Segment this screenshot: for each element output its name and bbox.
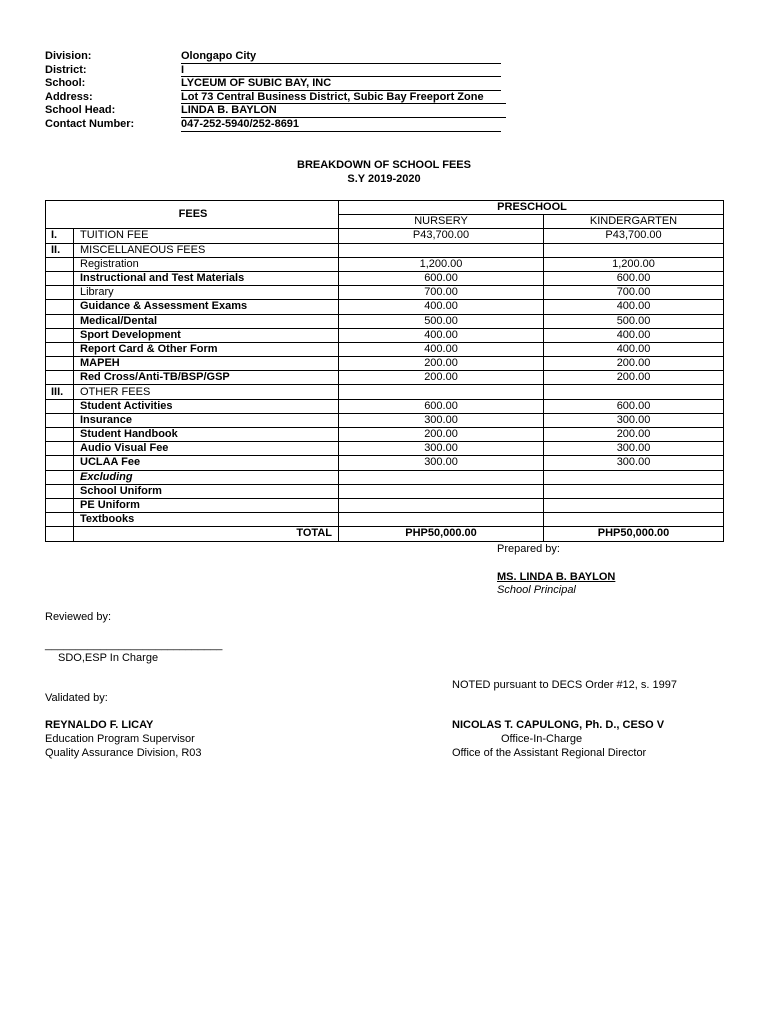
fee-label: Library xyxy=(74,286,339,300)
kindergarten-amount xyxy=(544,470,724,484)
school-year: S.Y 2019-2020 xyxy=(347,173,421,185)
kindergarten-amount: 300.00 xyxy=(544,442,724,456)
fee-label: Textbooks xyxy=(74,513,339,527)
nursery-amount: 200.00 xyxy=(339,428,544,442)
fee-label: OTHER FEES xyxy=(74,385,339,399)
kindergarten-amount: 400.00 xyxy=(544,342,724,356)
kindergarten-amount: 200.00 xyxy=(544,428,724,442)
prepared-by-name: MS. LINDA B. BAYLON xyxy=(497,571,616,583)
fee-label: Student Handbook xyxy=(74,428,339,442)
total-label: TOTAL xyxy=(74,527,339,541)
row-number xyxy=(46,314,74,328)
row-number: III. xyxy=(46,385,74,399)
row-number: I. xyxy=(46,229,74,243)
fee-label: Registration xyxy=(74,257,339,271)
noter-title-2: Office of the Assistant Regional Director xyxy=(452,747,647,759)
kindergarten-amount xyxy=(544,243,724,257)
nursery-amount: 400.00 xyxy=(339,342,544,356)
reviewer-signature-line: _____________________________ xyxy=(45,639,223,651)
nursery-amount: 400.00 xyxy=(339,328,544,342)
fee-label: Student Activities xyxy=(74,399,339,413)
preschool-header: PRESCHOOL xyxy=(339,201,724,215)
document-title: BREAKDOWN OF SCHOOL FEES xyxy=(297,159,471,171)
row-number xyxy=(46,456,74,470)
school-value: LYCEUM OF SUBIC BAY, INC xyxy=(181,77,501,91)
table-row xyxy=(46,385,724,399)
fee-label: Excluding xyxy=(74,470,339,484)
nursery-amount xyxy=(339,470,544,484)
nursery-amount xyxy=(339,243,544,257)
row-number xyxy=(46,484,74,498)
row-number xyxy=(46,413,74,427)
district-row xyxy=(45,64,506,78)
kindergarten-amount: P43,700.00 xyxy=(544,229,724,243)
kindergarten-amount: 300.00 xyxy=(544,413,724,427)
noter-name: NICOLAS T. CAPULONG, Ph. D., CESO V xyxy=(452,719,665,731)
kindergarten-amount: 700.00 xyxy=(544,286,724,300)
school-row xyxy=(45,77,506,91)
row-number xyxy=(46,513,74,527)
nursery-amount: 400.00 xyxy=(339,300,544,314)
kindergarten-amount: 400.00 xyxy=(544,300,724,314)
fees-header: FEES xyxy=(46,201,339,229)
prepared-by-title: School Principal xyxy=(497,584,576,596)
table-row xyxy=(46,442,724,456)
kindergarten-amount: 200.00 xyxy=(544,371,724,385)
row-number xyxy=(46,428,74,442)
fee-label: Red Cross/Anti-TB/BSP/GSP xyxy=(74,371,339,385)
table-row xyxy=(46,328,724,342)
validator-name: REYNALDO F. LICAY xyxy=(45,719,154,731)
table-row xyxy=(46,357,724,371)
row-number xyxy=(46,442,74,456)
row-number xyxy=(46,357,74,371)
nursery-amount xyxy=(339,484,544,498)
row-number: II. xyxy=(46,243,74,257)
table-row xyxy=(46,399,724,413)
table-row xyxy=(46,257,724,271)
kindergarten-amount: 600.00 xyxy=(544,271,724,285)
nursery-amount: 600.00 xyxy=(339,399,544,413)
district-value: I xyxy=(181,64,501,78)
kindergarten-amount: 500.00 xyxy=(544,314,724,328)
nursery-amount xyxy=(339,498,544,512)
school-info-block xyxy=(45,50,506,132)
nursery-amount: 300.00 xyxy=(339,456,544,470)
prepared-by-label: Prepared by: xyxy=(497,543,560,555)
table-header-row xyxy=(46,201,724,215)
fee-label: Sport Development xyxy=(74,328,339,342)
reviewer-title: SDO,ESP In Charge xyxy=(58,652,159,664)
contact-label: Contact Number: xyxy=(45,117,135,130)
noter-title-1: Office-In-Charge xyxy=(501,733,583,745)
address-row xyxy=(45,91,506,105)
nursery-amount xyxy=(339,385,544,399)
row-number xyxy=(46,300,74,314)
table-row xyxy=(46,470,724,484)
table-row xyxy=(46,413,724,427)
row-number xyxy=(46,498,74,512)
address-value: Lot 73 Central Business District, Subic Bay Freeport Zone xyxy=(181,91,506,105)
validator-title-1: Education Program Supervisor xyxy=(45,733,195,745)
row-number xyxy=(46,371,74,385)
validated-by-label: Validated by: xyxy=(45,692,108,704)
division-row xyxy=(45,50,506,64)
row-number xyxy=(46,257,74,271)
nursery-amount: 600.00 xyxy=(339,271,544,285)
contact-value: 047-252-5940/252-8691 xyxy=(181,118,501,132)
table-row xyxy=(46,428,724,442)
table-row xyxy=(46,229,724,243)
table-row xyxy=(46,498,724,512)
fee-label: Insurance xyxy=(74,413,339,427)
table-row xyxy=(46,243,724,257)
row-number xyxy=(46,342,74,356)
contact-row xyxy=(45,118,506,132)
kindergarten-amount xyxy=(544,385,724,399)
nursery-amount: P43,700.00 xyxy=(339,229,544,243)
kindergarten-amount xyxy=(544,498,724,512)
row-number xyxy=(46,470,74,484)
district-label: District: xyxy=(45,63,87,76)
division-value: Olongapo City xyxy=(181,50,501,64)
fee-label: Medical/Dental xyxy=(74,314,339,328)
fee-label: TUITION FEE xyxy=(74,229,339,243)
table-row xyxy=(46,513,724,527)
school-head-row xyxy=(45,104,506,118)
total-row-number xyxy=(46,527,74,541)
kindergarten-header: KINDERGARTEN xyxy=(544,215,724,229)
nursery-amount: 200.00 xyxy=(339,357,544,371)
fee-label: Report Card & Other Form xyxy=(74,342,339,356)
table-row xyxy=(46,271,724,285)
table-row xyxy=(46,456,724,470)
validator-title-2: Quality Assurance Division, R03 xyxy=(45,747,202,759)
noted-text: NOTED pursuant to DECS Order #12, s. 1997 xyxy=(452,679,677,691)
kindergarten-amount: 200.00 xyxy=(544,357,724,371)
division-label: Division: xyxy=(45,50,92,62)
total-row xyxy=(46,527,724,541)
fee-label: Guidance & Assessment Exams xyxy=(74,300,339,314)
table-row xyxy=(46,286,724,300)
fee-label: UCLAA Fee xyxy=(74,456,339,470)
fee-label: School Uniform xyxy=(74,484,339,498)
school-label: School: xyxy=(45,77,86,90)
fee-label: PE Uniform xyxy=(74,498,339,512)
fee-label: MISCELLANEOUS FEES xyxy=(74,243,339,257)
school-head-value: LINDA B. BAYLON xyxy=(181,104,506,118)
row-number xyxy=(46,286,74,300)
nursery-header: NURSERY xyxy=(339,215,544,229)
nursery-amount: 300.00 xyxy=(339,413,544,427)
nursery-amount: 300.00 xyxy=(339,442,544,456)
kindergarten-amount xyxy=(544,484,724,498)
table-row xyxy=(46,484,724,498)
nursery-amount: 500.00 xyxy=(339,314,544,328)
fee-label: MAPEH xyxy=(74,357,339,371)
nursery-amount xyxy=(339,513,544,527)
nursery-amount: 200.00 xyxy=(339,371,544,385)
total-nursery: PHP50,000.00 xyxy=(339,527,544,541)
kindergarten-amount xyxy=(544,513,724,527)
fees-table xyxy=(45,200,724,542)
table-row xyxy=(46,371,724,385)
table-row xyxy=(46,314,724,328)
table-row xyxy=(46,342,724,356)
kindergarten-amount: 1,200.00 xyxy=(544,257,724,271)
school-head-label: School Head: xyxy=(45,104,116,117)
kindergarten-amount: 300.00 xyxy=(544,456,724,470)
kindergarten-amount: 400.00 xyxy=(544,328,724,342)
kindergarten-amount: 600.00 xyxy=(544,399,724,413)
address-label: Address: xyxy=(45,90,93,103)
fee-label: Audio Visual Fee xyxy=(74,442,339,456)
table-row xyxy=(46,300,724,314)
nursery-amount: 1,200.00 xyxy=(339,257,544,271)
reviewed-by-label: Reviewed by: xyxy=(45,611,112,623)
row-number xyxy=(46,328,74,342)
row-number xyxy=(46,399,74,413)
total-kindergarten: PHP50,000.00 xyxy=(544,527,724,541)
row-number xyxy=(46,271,74,285)
fee-label: Instructional and Test Materials xyxy=(74,271,339,285)
nursery-amount: 700.00 xyxy=(339,286,544,300)
